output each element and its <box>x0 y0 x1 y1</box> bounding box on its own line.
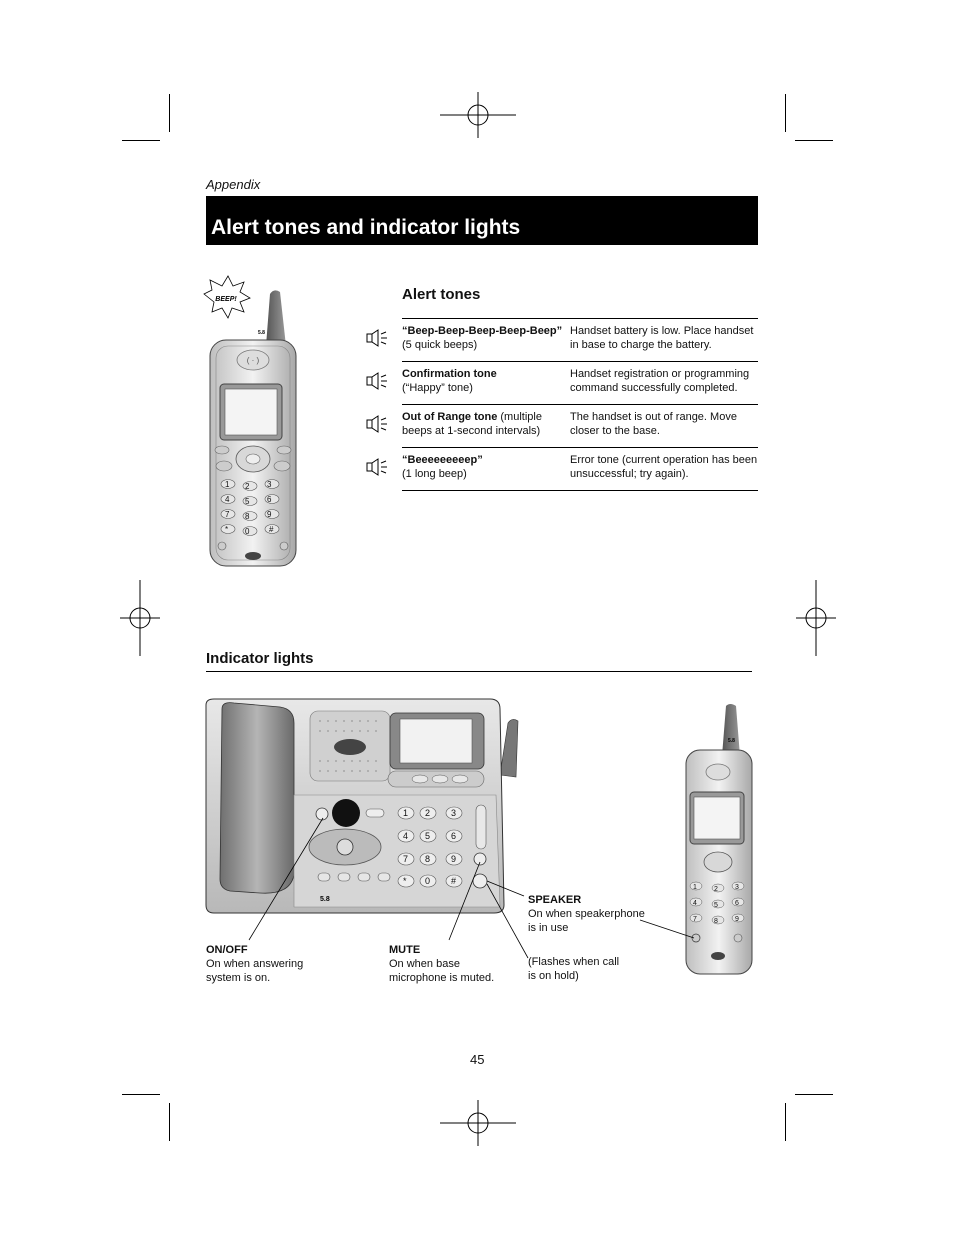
svg-text:4: 4 <box>693 900 697 907</box>
svg-text:7: 7 <box>403 854 409 864</box>
svg-text:8: 8 <box>425 854 431 864</box>
callout-text: is in use <box>528 922 569 934</box>
svg-text:#: # <box>269 525 274 534</box>
svg-text:0: 0 <box>245 527 250 536</box>
band-label: 5.8 <box>258 330 265 336</box>
svg-text:5: 5 <box>714 902 718 909</box>
svg-text:*: * <box>225 525 229 534</box>
svg-text:0: 0 <box>425 876 431 886</box>
tone-meaning: Error tone (current operation has been unsuccessful; try again). <box>570 454 758 480</box>
svg-text:#: # <box>451 876 457 886</box>
callout-text: (Flashes when call <box>528 956 620 968</box>
tone-detail: (multiple beeps at 1-second intervals) <box>402 411 542 437</box>
svg-text:4: 4 <box>225 495 230 504</box>
callout-text: On when base <box>389 958 460 970</box>
svg-text:2: 2 <box>245 482 250 491</box>
callout-text: is on hold) <box>528 970 579 982</box>
svg-text:6: 6 <box>735 900 739 907</box>
speaker-hold-note <box>528 955 658 983</box>
tone-name: Confirmation tone <box>402 368 497 380</box>
callout-text: On when answering <box>206 958 304 970</box>
svg-text:5: 5 <box>425 831 431 841</box>
svg-text:9: 9 <box>267 510 272 519</box>
svg-text:8: 8 <box>245 512 250 521</box>
alert-tones-heading: Alert tones <box>402 286 481 303</box>
band-label: 5.8 <box>728 738 735 744</box>
page-number: 45 <box>470 1052 485 1067</box>
callout-title: ON/OFF <box>206 944 248 956</box>
tone-name: “Beeeeeeeeep” <box>402 454 483 466</box>
svg-text:1: 1 <box>403 808 409 818</box>
svg-text:2: 2 <box>714 886 718 893</box>
svg-text:3: 3 <box>267 480 272 489</box>
onoff-callout <box>206 943 336 985</box>
tone-meaning: Handset registration or programming command successfully completed. <box>570 368 750 394</box>
page-title: Alert tones and indicator lights <box>211 216 521 239</box>
tone-detail: (“Happy” tone) <box>402 382 473 394</box>
tone-meaning: The handset is out of range. Move closer to the base. <box>570 411 737 437</box>
svg-text:1: 1 <box>693 884 697 891</box>
svg-text:9: 9 <box>451 854 457 864</box>
section-label: Appendix <box>206 177 261 192</box>
callout-text: system is on. <box>206 972 271 984</box>
svg-text:( · ): ( · ) <box>246 356 260 365</box>
tone-meaning: Handset battery is low. Place handset in base to charge the battery. <box>570 325 754 351</box>
svg-text:6: 6 <box>451 831 457 841</box>
speaker-callout <box>528 893 658 935</box>
svg-text:3: 3 <box>451 808 457 818</box>
svg-text:1: 1 <box>225 480 230 489</box>
callout-title: MUTE <box>389 944 421 956</box>
tone-name: Out of Range tone <box>402 411 498 423</box>
callout-title: SPEAKER <box>528 894 582 906</box>
svg-text:5: 5 <box>245 497 250 506</box>
tone-detail: (5 quick beeps) <box>402 339 478 351</box>
indicator-lights-heading: Indicator lights <box>206 650 314 667</box>
svg-text:6: 6 <box>267 495 272 504</box>
svg-text:9: 9 <box>735 916 739 923</box>
svg-text:7: 7 <box>693 916 697 923</box>
svg-text:7: 7 <box>225 510 230 519</box>
svg-text:*: * <box>403 876 407 886</box>
beep-label: BEEP! <box>215 296 237 303</box>
svg-text:3: 3 <box>735 884 739 891</box>
base-band-label: 5.8 <box>320 896 330 903</box>
svg-text:8: 8 <box>714 918 718 925</box>
svg-text:4: 4 <box>403 831 409 841</box>
tone-detail: (1 long beep) <box>402 468 467 480</box>
svg-text:2: 2 <box>425 808 431 818</box>
callout-text: microphone is muted. <box>389 972 495 984</box>
callout-text: On when speakerphone <box>528 908 645 920</box>
mute-callout <box>389 943 519 985</box>
tone-name: “Beep-Beep-Beep-Beep-Beep” <box>402 325 563 337</box>
